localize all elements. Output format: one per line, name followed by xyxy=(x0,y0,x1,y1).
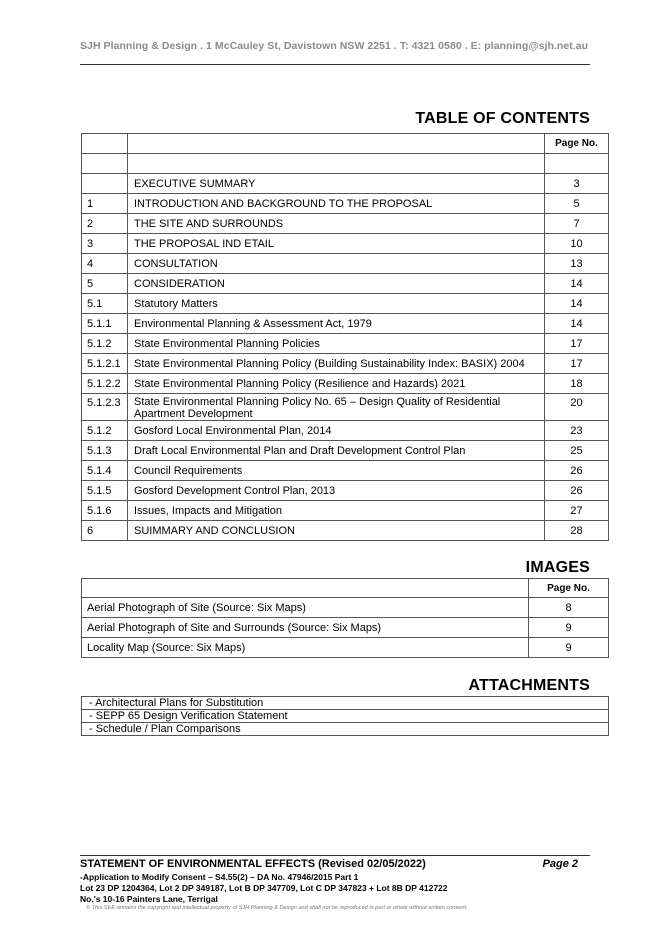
toc-page: 14 xyxy=(545,314,609,334)
toc-entry: INTRODUCTION AND BACKGROUND TO THE PROPOSAL xyxy=(128,194,545,214)
image-entry: Aerial Photograph of Site and Surrounds (Source: Six Maps) xyxy=(82,618,529,638)
table-row xyxy=(82,618,609,638)
footer-application-line: -Application to Modify Consent – S4.55(2) – DA No. 47946/2015 Part 1 xyxy=(80,872,359,882)
list-item xyxy=(82,723,609,736)
toc-page: 17 xyxy=(545,354,609,374)
toc-num: 6 xyxy=(82,521,128,541)
table-row xyxy=(82,194,609,214)
toc-num: 5.1.4 xyxy=(82,461,128,481)
toc-num: 5.1.3 xyxy=(82,441,128,461)
toc-num: 4 xyxy=(82,254,128,274)
table-row xyxy=(82,314,609,334)
table-row xyxy=(82,354,609,374)
toc-entry: State Environmental Planning Policy (Resilience and Hazards) 2021 xyxy=(128,374,545,394)
table-row xyxy=(82,154,609,174)
toc-num: 5.1.2 xyxy=(82,421,128,441)
footer-lot-line: Lot 23 DP 1204364, Lot 2 DP 349187, Lot B DP 347709, Lot C DP 347823 + Lot 8B DP 412722 xyxy=(80,883,448,893)
toc-num: 5.1.1 xyxy=(82,314,128,334)
image-entry: Locality Map (Source: Six Maps) xyxy=(82,638,529,658)
toc-num: 1 xyxy=(82,194,128,214)
table-row xyxy=(82,501,609,521)
toc-entry: State Environmental Planning Policy No. 65 – Design Quality of Residential Apartment Development xyxy=(128,394,545,421)
attachments-title: ATTACHMENTS xyxy=(468,677,590,694)
table-row xyxy=(82,521,609,541)
toc-entry: Gosford Development Control Plan, 2013 xyxy=(128,481,545,501)
images-header-title xyxy=(82,579,529,598)
toc-page: 28 xyxy=(545,521,609,541)
table-row xyxy=(82,374,609,394)
toc-page: 14 xyxy=(545,274,609,294)
images-header-page: Page No. xyxy=(529,579,609,598)
page-header: SJH Planning & Design . 1 McCauley St, Davistown NSW 2251 . T: 4321 0580 . E: planning@sjh.net.au xyxy=(80,40,589,52)
table-row xyxy=(82,174,609,194)
list-item xyxy=(82,710,609,723)
table-row xyxy=(82,214,609,234)
table-row xyxy=(82,234,609,254)
toc-num: 5.1.2.3 xyxy=(82,394,128,421)
toc-num: 5.1.2.2 xyxy=(82,374,128,394)
table-row xyxy=(82,598,609,618)
table-row xyxy=(82,481,609,501)
table-row xyxy=(82,421,609,441)
toc-page: 27 xyxy=(545,501,609,521)
toc-page: 3 xyxy=(545,174,609,194)
image-page: 9 xyxy=(529,618,609,638)
footer-page-number: Page 2 xyxy=(542,858,578,870)
toc-page: 26 xyxy=(545,481,609,501)
table-row xyxy=(82,334,609,354)
toc-page: 23 xyxy=(545,421,609,441)
toc-num xyxy=(82,154,128,174)
toc-entry: THE PROPOSAL IND ETAIL xyxy=(128,234,545,254)
toc-header-num xyxy=(82,134,128,154)
images-table xyxy=(81,578,609,658)
toc-entry: Environmental Planning & Assessment Act, 1979 xyxy=(128,314,545,334)
toc-entry: Gosford Local Environmental Plan, 2014 xyxy=(128,421,545,441)
toc-page: 13 xyxy=(545,254,609,274)
toc-page: 14 xyxy=(545,294,609,314)
toc-entry: CONSULTATION xyxy=(128,254,545,274)
toc-page: 20 xyxy=(545,394,609,421)
toc-page: 18 xyxy=(545,374,609,394)
images-title: IMAGES xyxy=(525,559,590,576)
table-row xyxy=(82,254,609,274)
toc-num: 5.1.2 xyxy=(82,334,128,354)
footer-copyright: © This SEE remains the copyright and intellectual property of SJH Planning & Design and shall not be reproduced in part or whole without written consent. xyxy=(86,905,468,911)
footer-rule xyxy=(80,855,590,856)
toc-num: 3 xyxy=(82,234,128,254)
toc-header-row xyxy=(82,134,609,154)
attachment-item: - Schedule / Plan Comparisons xyxy=(82,723,609,736)
toc-header-page: Page No. xyxy=(545,134,609,154)
table-row xyxy=(82,461,609,481)
toc-table xyxy=(81,133,609,541)
toc-page: 26 xyxy=(545,461,609,481)
table-row xyxy=(82,441,609,461)
header-rule xyxy=(80,64,590,65)
toc-entry: Issues, Impacts and Mitigation xyxy=(128,501,545,521)
toc-entry: Council Requirements xyxy=(128,461,545,481)
toc-num xyxy=(82,174,128,194)
toc-page: 5 xyxy=(545,194,609,214)
toc-entry xyxy=(128,154,545,174)
toc-page: 10 xyxy=(545,234,609,254)
toc-entry: EXECUTIVE SUMMARY xyxy=(128,174,545,194)
footer-title: STATEMENT OF ENVIRONMENTAL EFFECTS (Revised 02/05/2022) xyxy=(80,858,426,870)
toc-entry: SUIMMARY AND CONCLUSION xyxy=(128,521,545,541)
toc-page xyxy=(545,154,609,174)
attachments-table xyxy=(81,696,609,736)
footer-address-line: No.'s 10-16 Painters Lane, Terrigal xyxy=(80,894,218,904)
toc-num: 5.1 xyxy=(82,294,128,314)
toc-num: 2 xyxy=(82,214,128,234)
image-entry: Aerial Photograph of Site (Source: Six Maps) xyxy=(82,598,529,618)
attachment-item: - Architectural Plans for Substitution xyxy=(82,697,609,710)
image-page: 8 xyxy=(529,598,609,618)
toc-entry: Statutory Matters xyxy=(128,294,545,314)
toc-entry: State Environmental Planning Policies xyxy=(128,334,545,354)
toc-header-title xyxy=(128,134,545,154)
table-row xyxy=(82,274,609,294)
table-row xyxy=(82,294,609,314)
toc-entry: THE SITE AND SURROUNDS xyxy=(128,214,545,234)
toc-title: TABLE OF CONTENTS xyxy=(415,110,590,127)
toc-entry: CONSIDERATION xyxy=(128,274,545,294)
toc-num: 5.1.5 xyxy=(82,481,128,501)
toc-num: 5.1.6 xyxy=(82,501,128,521)
toc-entry: Draft Local Environmental Plan and Draft Development Control Plan xyxy=(128,441,545,461)
table-row xyxy=(82,638,609,658)
toc-entry: State Environmental Planning Policy (Building Sustainability Index: BASIX) 2004 xyxy=(128,354,545,374)
toc-num: 5 xyxy=(82,274,128,294)
list-item xyxy=(82,697,609,710)
images-header-row xyxy=(82,579,609,598)
attachment-item: - SEPP 65 Design Verification Statement xyxy=(82,710,609,723)
toc-page: 7 xyxy=(545,214,609,234)
toc-page: 25 xyxy=(545,441,609,461)
toc-page: 17 xyxy=(545,334,609,354)
image-page: 9 xyxy=(529,638,609,658)
toc-num: 5.1.2.1 xyxy=(82,354,128,374)
table-row xyxy=(82,394,609,421)
